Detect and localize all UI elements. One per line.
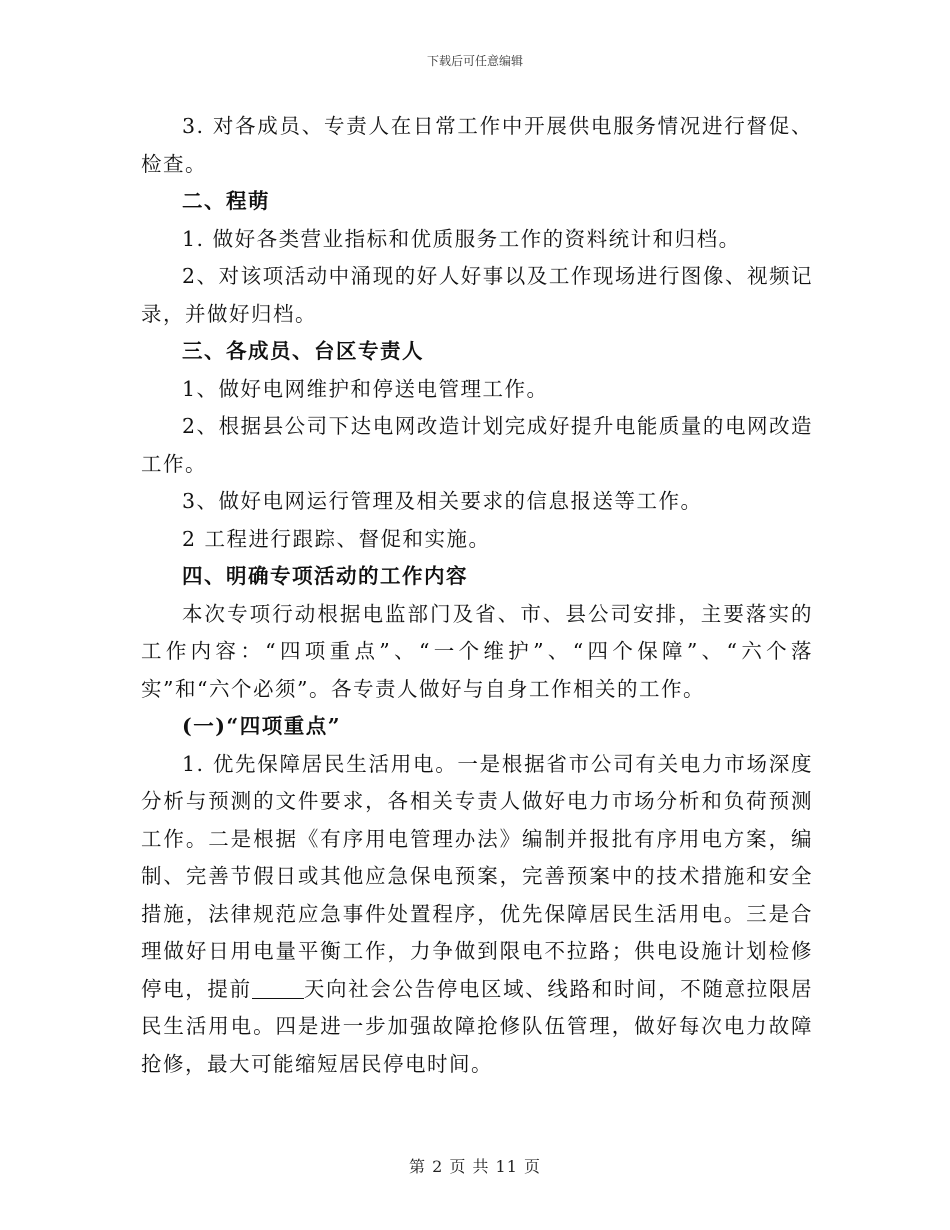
fill-in-blank	[252, 975, 304, 999]
paragraph: 1、做好电网维护和停送电管理工作。	[182, 376, 549, 401]
paragraph: 2、对该项活动中涌现的好人好事以及工作现场进行图像、视频记录，并做好归档。	[141, 264, 813, 326]
subsection-heading: (一)“四项重点”	[182, 714, 341, 738]
page-header-note: 下载后可任意编辑	[426, 54, 523, 68]
paragraph-text-part-1: 1. 优先保障居民生活用电。一是根据省市公司有关电力市场深度分析与预测的文件要求，各相关专责人做好电力市场分析和负荷预测工作。二是根据《有序用电管理办法》编制并报批有序用电方案，编制、完善节假日或其他应急保电预案，完善预案中的技术措施和安全措施，法律规范应急事件处置程序，优先保障居民生活用电。三是合理做好日用电量平衡工作，力争做到限电不拉路；供电设施计划检修停电，提前	[141, 751, 813, 1001]
paragraph: 2 工程进行跟踪、督促和实施。	[182, 526, 491, 551]
section-heading: 三、各成员、台区专责人	[182, 339, 424, 363]
document-body	[141, 108, 813, 1083]
paragraph: 2、根据县公司下达电网改造计划完成好提升电能质量的电网改造工作。	[141, 414, 813, 476]
paragraph: 本次专项行动根据电监部门及省、市、县公司安排，主要落实的工作内容：“四项重点”、“一个维护”、“四个保障”、“六个落实”和“六个必须”。各专责人做好与自身工作相关的工作。	[141, 601, 813, 701]
paragraph-text-part-2: 天向社会公告停电区域、线路和时间，不随意拉限居民生活用电。四是进一步加强故障抢修队伍管理，做好每次电力故障抢修，最大可能缩短居民停电时间。	[141, 976, 814, 1076]
paragraph: 1. 做好各类营业指标和优质服务工作的资料统计和归档。	[182, 226, 741, 251]
paragraph: 3. 对各成员、专责人在日常工作中开展供电服务情况进行督促、检查。	[141, 114, 813, 176]
paragraph	[141, 746, 813, 1084]
section-heading: 二、程萌	[182, 189, 270, 213]
paragraph: 3、做好电网运行管理及相关要求的信息报送等工作。	[182, 489, 703, 513]
page-number: 第 2 页 共 11 页	[409, 1157, 541, 1176]
section-heading: 四、明确专项活动的工作内容	[182, 564, 468, 588]
